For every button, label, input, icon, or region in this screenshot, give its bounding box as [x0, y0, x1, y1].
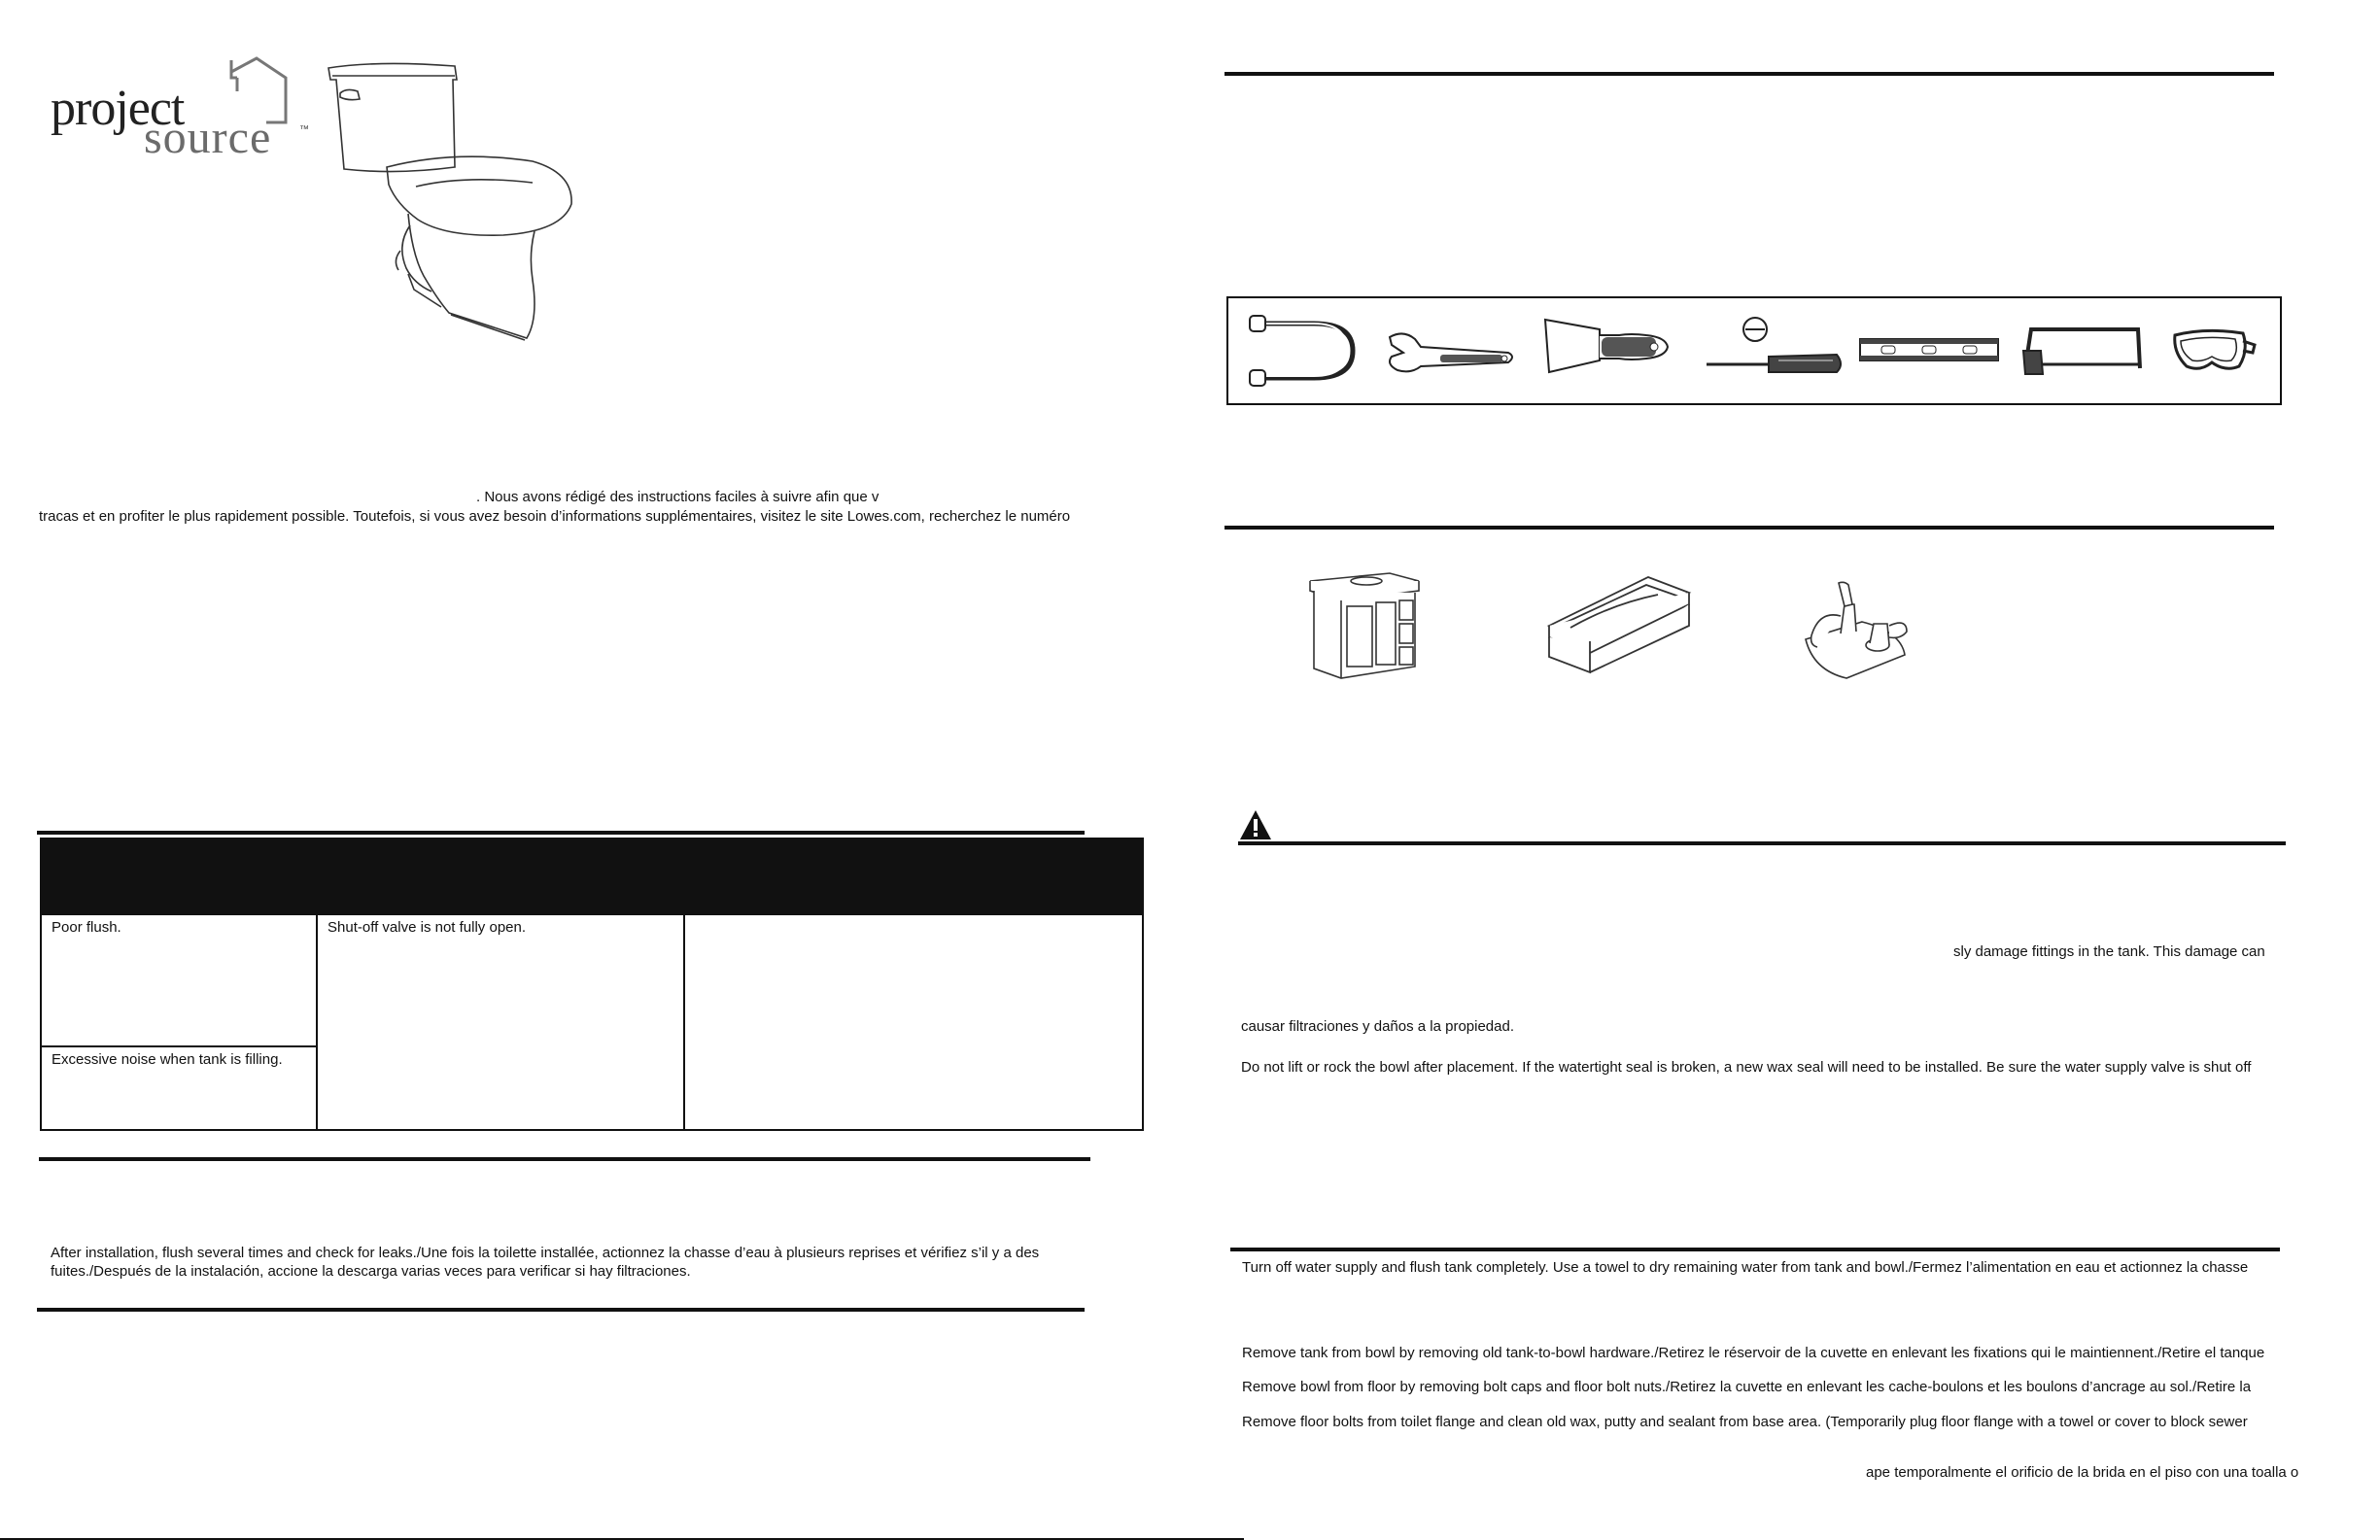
- brand-name-line1: project: [51, 81, 185, 136]
- vanity-icon: [1306, 567, 1423, 682]
- tools-box: [1226, 296, 2282, 405]
- hacksaw-icon: [2021, 322, 2150, 378]
- care-line-2: fuites./Después de la instalación, accione la descarga varias veces para verificar si hay filtraciones.: [51, 1263, 691, 1280]
- tools-top-rule: [1224, 72, 2274, 76]
- troubleshooting-table: [40, 913, 1144, 1131]
- caution-line-3: Do not lift or rock the bowl after placement. If the watertight seal is broken, a new wax seal will need to be installed. Be sure the water supply valve is shut off: [1241, 1059, 2252, 1076]
- level-icon: [1858, 335, 2000, 364]
- troubleshooting-top-rule: [37, 831, 1085, 835]
- caution-line-1: sly damage fittings in the tank. This damage can: [1953, 943, 2265, 960]
- intro-line-2: tracas et en profiter le plus rapidement possible. Toutefois, si vous avez besoin d’informations supplémentaires, visitez le site Lowes.com, recherchez le numéro: [39, 508, 1071, 525]
- action-cell: [684, 914, 1143, 1130]
- bathtub-icon: [1543, 571, 1695, 684]
- faucet-icon: [1800, 577, 1913, 684]
- adjustable-wrench-icon: [1382, 327, 1518, 376]
- trademark-symbol: ™: [299, 124, 309, 135]
- prep-step-1: Turn off water supply and flush tank completely. Use a towel to dry remaining water from tank and bowl./Fermez l’alimentation en eau et actionnez la chasse: [1242, 1259, 2249, 1276]
- caution-rule: [1238, 841, 2286, 845]
- brand-logo: [51, 68, 323, 175]
- prep-step-3: Remove bowl from floor by removing bolt caps and floor bolt nuts./Retirez la cuvette en enlevant les cache-boulons et les boulons d’ancrage au sol./Retire la: [1242, 1379, 2252, 1395]
- intro-line-1: . Nous avons rédigé des instructions faciles à suivre afin que v: [476, 489, 880, 505]
- toilet-illustration: [319, 60, 591, 352]
- prep-step-5: ape temporalmente el orificio de la brida en el piso con una toalla o: [1866, 1464, 2299, 1481]
- related-top-rule: [1224, 526, 2274, 530]
- putty-knife-icon: [1541, 316, 1677, 378]
- preparation-rule: [1230, 1248, 2280, 1251]
- cause-cell: Shut-off valve is not fully open.: [317, 914, 684, 1130]
- table-row: [41, 914, 1143, 1046]
- caution-line-2: causar filtraciones y daños a la propiedad.: [1241, 1018, 1515, 1035]
- care-top-rule: [39, 1157, 1090, 1161]
- problem-cell: Poor flush.: [41, 914, 317, 1046]
- troubleshooting-header-bar: [40, 838, 1144, 913]
- supply-line-icon: [1246, 312, 1362, 390]
- problem-cell: Excessive noise when tank is filling.: [41, 1046, 317, 1130]
- safety-goggles-icon: [2167, 324, 2257, 378]
- prep-step-4: Remove floor bolts from toilet flange and clean old wax, putty and sealant from base area. (Temporarily plug floor flange with a towel or cover to block sewer: [1242, 1414, 2248, 1430]
- warning-icon: [1238, 808, 1273, 841]
- flathead-screwdriver-icon: [1701, 316, 1846, 384]
- brand-name-line2: source: [144, 112, 272, 163]
- care-bottom-rule: [37, 1308, 1085, 1312]
- prep-step-2: Remove tank from bowl by removing old tank-to-bowl hardware./Retirez le réservoir de la cuvette en enlevant les fixations qui le maintiennent./Retire el tanque: [1242, 1345, 2265, 1361]
- care-line-1: After installation, flush several times and check for leaks./Une fois la toilette installée, actionnez la chasse d’eau à plusieurs reprises et vérifiez s’il y a des: [51, 1245, 1040, 1261]
